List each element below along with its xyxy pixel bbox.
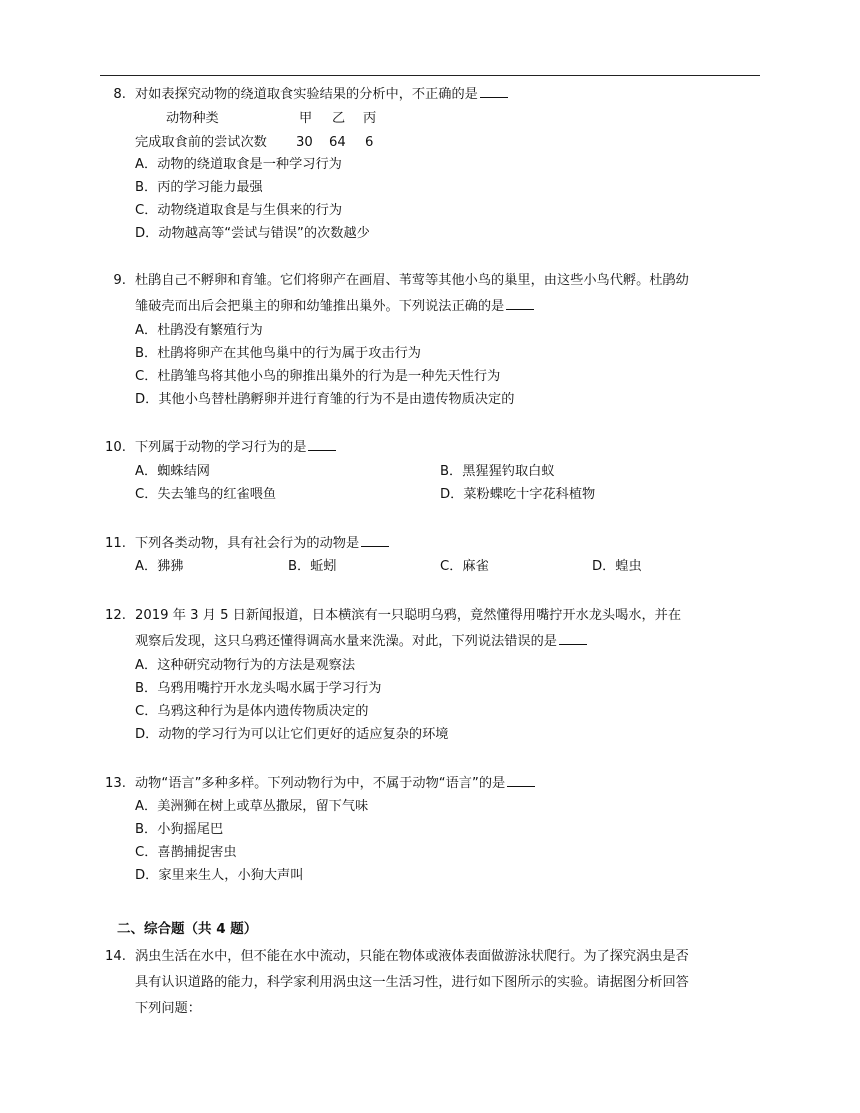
question-stem-line: 下列问题： (135, 1001, 201, 1016)
table-header-cell: 甲 (299, 111, 313, 126)
question-number: 12. (105, 608, 126, 623)
question-stem: 下列各类动物，具有社会行为的动物是 (135, 533, 775, 555)
question-stem-line: 2019 年 3 月 5 日新闻报道，日本横滨有一只聪明乌鸦，竟然懂得用嘴拧开水龙头喝水，并在 (135, 608, 682, 623)
table-cell: 30 (296, 135, 313, 150)
option-a[interactable]: A．蜘蛛结网 (135, 464, 210, 479)
option-d[interactable]: D．蝗虫 (592, 559, 642, 574)
question-number: 10. (105, 440, 126, 455)
table-header-cell: 乙 (332, 111, 346, 126)
question-stem: 对如表探究动物的绕道取食实验结果的分析中，不正确的是 (135, 84, 775, 106)
option-b[interactable]: B．丙的学习能力最强 (135, 180, 263, 195)
question-stem: 下列属于动物的学习行为的是 (135, 437, 775, 459)
option-c[interactable]: C．失去雏鸟的红雀喂鱼 (135, 487, 277, 502)
answer-blank[interactable] (480, 85, 508, 98)
table-row-label: 完成取食前的尝试次数 (135, 135, 267, 150)
option-b[interactable]: B．杜鹃将卵产在其他鸟巢中的行为属于攻击行为 (135, 346, 421, 361)
answer-blank[interactable] (308, 438, 336, 451)
question-stem-line: 杜鹃自己不孵卵和育雏。它们将卵产在画眉、苇莺等其他小鸟的巢里，由这些小鸟代孵。杜鹃幼 (135, 273, 689, 288)
question-stem-line: 涡虫生活在水中，但不能在水中流动，只能在物体或液体表面做游泳状爬行。为了探究涡虫是否 (135, 949, 689, 964)
option-a[interactable]: A．这种研究动物行为的方法是观察法 (135, 658, 356, 673)
option-d[interactable]: D．家里来生人，小狗大声叫 (135, 868, 304, 883)
answer-blank[interactable] (506, 297, 534, 310)
option-a[interactable]: A．杜鹃没有繁殖行为 (135, 323, 263, 338)
option-c[interactable]: C．杜鹃雏鸟将其他小鸟的卵推出巢外的行为是一种先天性行为 (135, 369, 501, 384)
option-c[interactable]: C．乌鸦这种行为是体内遗传物质决定的 (135, 704, 369, 719)
option-c[interactable]: C．麻雀 (440, 559, 489, 574)
question-stem-line: 观察后发现，这只乌鸦还懂得调高水量来洗澡。对此，下列说法错误的是 (135, 631, 775, 653)
table-cell: 64 (329, 135, 346, 150)
top-divider (100, 75, 760, 76)
option-b[interactable]: B．小狗摇尾巴 (135, 822, 224, 837)
option-c[interactable]: C．喜鹊捕捉害虫 (135, 845, 237, 860)
option-a[interactable]: A．狒狒 (135, 559, 184, 574)
option-d[interactable]: D．动物越高等“尝试与错误”的次数越少 (135, 226, 370, 241)
option-a[interactable]: A．美洲狮在树上或草丛撒尿，留下气味 (135, 799, 369, 814)
table-cell: 6 (365, 135, 374, 150)
question-number: 9. (113, 273, 126, 288)
question-stem-line: 具有认识道路的能力，科学家利用涡虫这一生活习性，进行如下图所示的实验。请据图分析回答 (135, 975, 689, 990)
answer-blank[interactable] (507, 774, 535, 787)
option-d[interactable]: D．菜粉蝶吃十字花科植物 (440, 487, 596, 502)
question-stem: 动物“语言”多种多样。下列动物行为中，不属于动物“语言”的是 (135, 773, 775, 795)
option-b[interactable]: B．黑猩猩钓取白蚁 (440, 464, 555, 479)
table-header-cell: 动物种类 (166, 111, 219, 126)
option-d[interactable]: D．其他小鸟替杜鹃孵卵并进行育雏的行为不是由遗传物质决定的 (135, 392, 515, 407)
option-b[interactable]: B．乌鸦用嘴拧开水龙头喝水属于学习行为 (135, 681, 382, 696)
option-b[interactable]: B．蚯蚓 (288, 559, 337, 574)
question-number: 8. (113, 87, 126, 102)
question-number: 11. (105, 536, 126, 551)
option-a[interactable]: A．动物的绕道取食是一种学习行为 (135, 157, 342, 172)
option-c[interactable]: C．动物绕道取食是与生俱来的行为 (135, 203, 343, 218)
table-header-cell: 丙 (363, 111, 377, 126)
answer-blank[interactable] (361, 534, 389, 547)
section-heading: 二、综合题（共 4 题） (117, 921, 258, 937)
answer-blank[interactable] (559, 632, 587, 645)
question-stem-line: 雏破壳而出后会把巢主的卵和幼雏推出巢外。下列说法正确的是 (135, 296, 775, 318)
question-number: 13. (105, 776, 126, 791)
question-number: 14. (105, 949, 126, 964)
option-d[interactable]: D．动物的学习行为可以让它们更好的适应复杂的环境 (135, 727, 449, 742)
